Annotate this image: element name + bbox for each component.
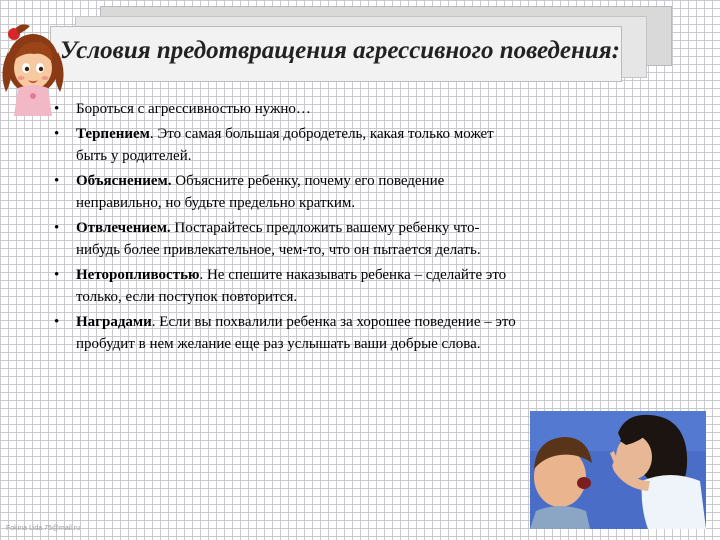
list-item <box>52 217 522 261</box>
bullet-bold: Терпением <box>76 126 150 142</box>
mother-scolding-child-photo <box>530 411 706 529</box>
bullet-text: Бороться с агрессивностью нужно… <box>76 101 311 117</box>
footer-email: Fokina Lida.75@mail.ru <box>6 525 81 532</box>
bullet-text: . Если вы похвалили ребенка за хорошее поведение – это пробудит в нем желание еще раз услышать ваши добрые слова. <box>76 314 516 352</box>
bullet-text: . Это самая большая добродетель, какая только может быть у родителей. <box>76 126 494 164</box>
bullet-text: Постарайтесь предложить вашему ребенку что-нибудь более привлекательное, чем-то, что он пытается делать. <box>76 220 481 258</box>
bullet-dot: • <box>54 173 60 189</box>
list-item <box>52 123 522 167</box>
bullet-dot: • <box>54 220 60 236</box>
list-item <box>52 264 522 308</box>
bullet-dot: • <box>54 126 60 142</box>
bullet-list <box>52 98 522 358</box>
bullet-bold: Наградами <box>76 314 152 330</box>
list-item <box>52 170 522 214</box>
list-item <box>52 98 522 120</box>
list-item <box>52 311 522 355</box>
bullet-bold: Отвлечением. <box>76 220 171 236</box>
bullet-dot: • <box>54 267 60 283</box>
bullet-dot: • <box>54 101 60 117</box>
bullet-dot: • <box>54 314 60 330</box>
bullet-bold: Неторопливостью <box>76 267 200 283</box>
bullet-text: Объясните ребенку, почему его поведение неправильно, но будьте предельно кратким. <box>76 173 445 211</box>
bullet-bold: Объяснением. <box>76 173 172 189</box>
bullet-text: . Не спешите наказывать ребенка – сделайте это только, если поступок повторится. <box>76 267 507 305</box>
slide-title: Условия предотвращения агрессивного поведения: <box>60 37 620 64</box>
